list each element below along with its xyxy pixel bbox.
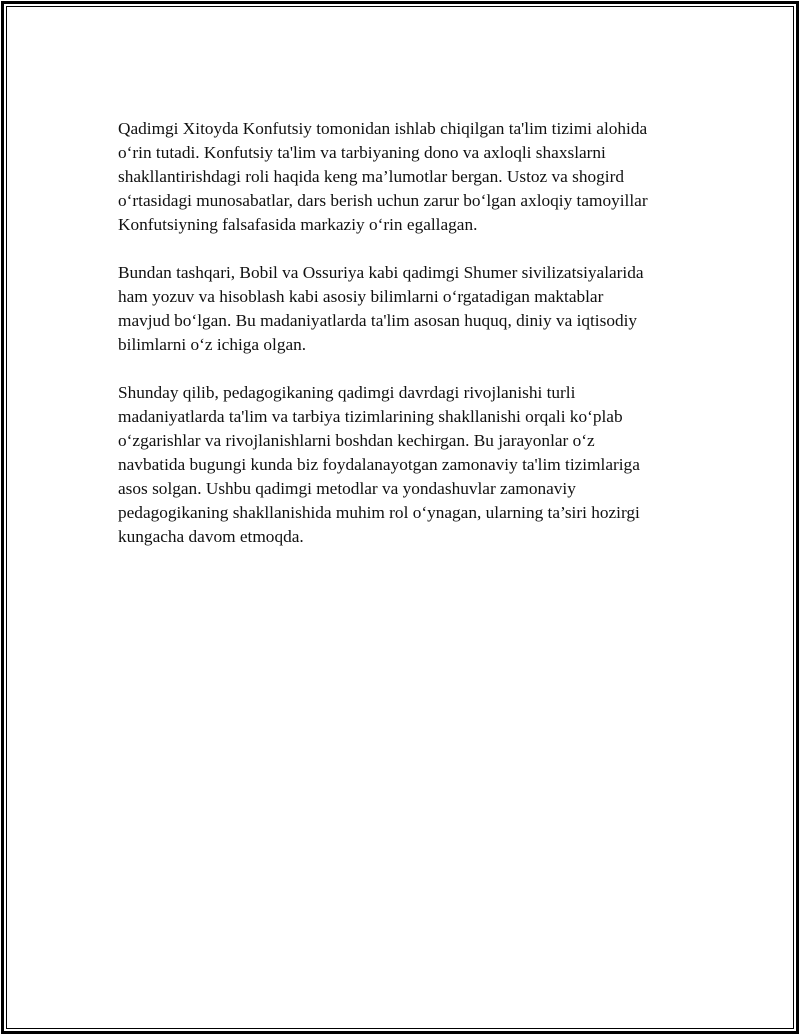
text-line: Shunday qilib, pedagogikaning qadimgi davrdagi rivojlanishi turli: [118, 383, 576, 402]
text-line: madaniyatlarda ta'lim va tarbiya tizimlarining shakllanishi orqali ko‘plab: [118, 407, 623, 426]
text-line: navbatida bugungi kunda biz foydalanayotgan zamonaviy ta'lim tizimlariga: [118, 455, 640, 474]
text-line: o‘rtasidagi munosabatlar, dars berish uchun zarur bo‘lgan axloqiy tamoyillar: [118, 191, 648, 210]
text-line: o‘rin tutadi. Konfutsiy ta'lim va tarbiyaning dono va axloqli shaxslarni: [118, 143, 606, 162]
text-line: kungacha davom etmoqda.: [118, 527, 304, 546]
text-line: Qadimgi Xitoyda Konfutsiy tomonidan ishlab chiqilgan ta'lim tizimi alohida: [118, 119, 648, 138]
text-line: ham yozuv va hisoblash kabi asosiy bilimlarni o‘rgatadigan maktablar: [118, 287, 604, 306]
paragraph-3: [118, 381, 698, 549]
text-line: o‘zgarishlar va rivojlanishlarni boshdan kechirgan. Bu jarayonlar o‘z: [118, 431, 595, 450]
text-line: pedagogikaning shakllanishida muhim rol o‘ynagan, ularning ta’siri hozirgi: [118, 503, 640, 522]
text-line: mavjud bo‘lgan. Bu madaniyatlarda ta'lim asosan huquq, diniy va iqtisodiy: [118, 311, 638, 330]
text-line: bilimlarni o‘z ichiga olgan.: [118, 335, 307, 354]
text-line: Bundan tashqari, Bobil va Ossuriya kabi qadimgi Shumer sivilizatsiyalarida: [118, 263, 644, 282]
text-line: shakllantirishdagi roli haqida keng ma’lumotlar bergan. Ustoz va shogird: [118, 167, 624, 186]
paragraph-2: [118, 261, 698, 357]
text-line: asos solgan. Ushbu qadimgi metodlar va yondashuvlar zamonaviy: [118, 479, 576, 498]
text-line: Konfutsiyning falsafasida markaziy o‘rin egallagan.: [118, 215, 478, 234]
paragraph-1: [118, 117, 698, 237]
document-body: [118, 117, 698, 573]
